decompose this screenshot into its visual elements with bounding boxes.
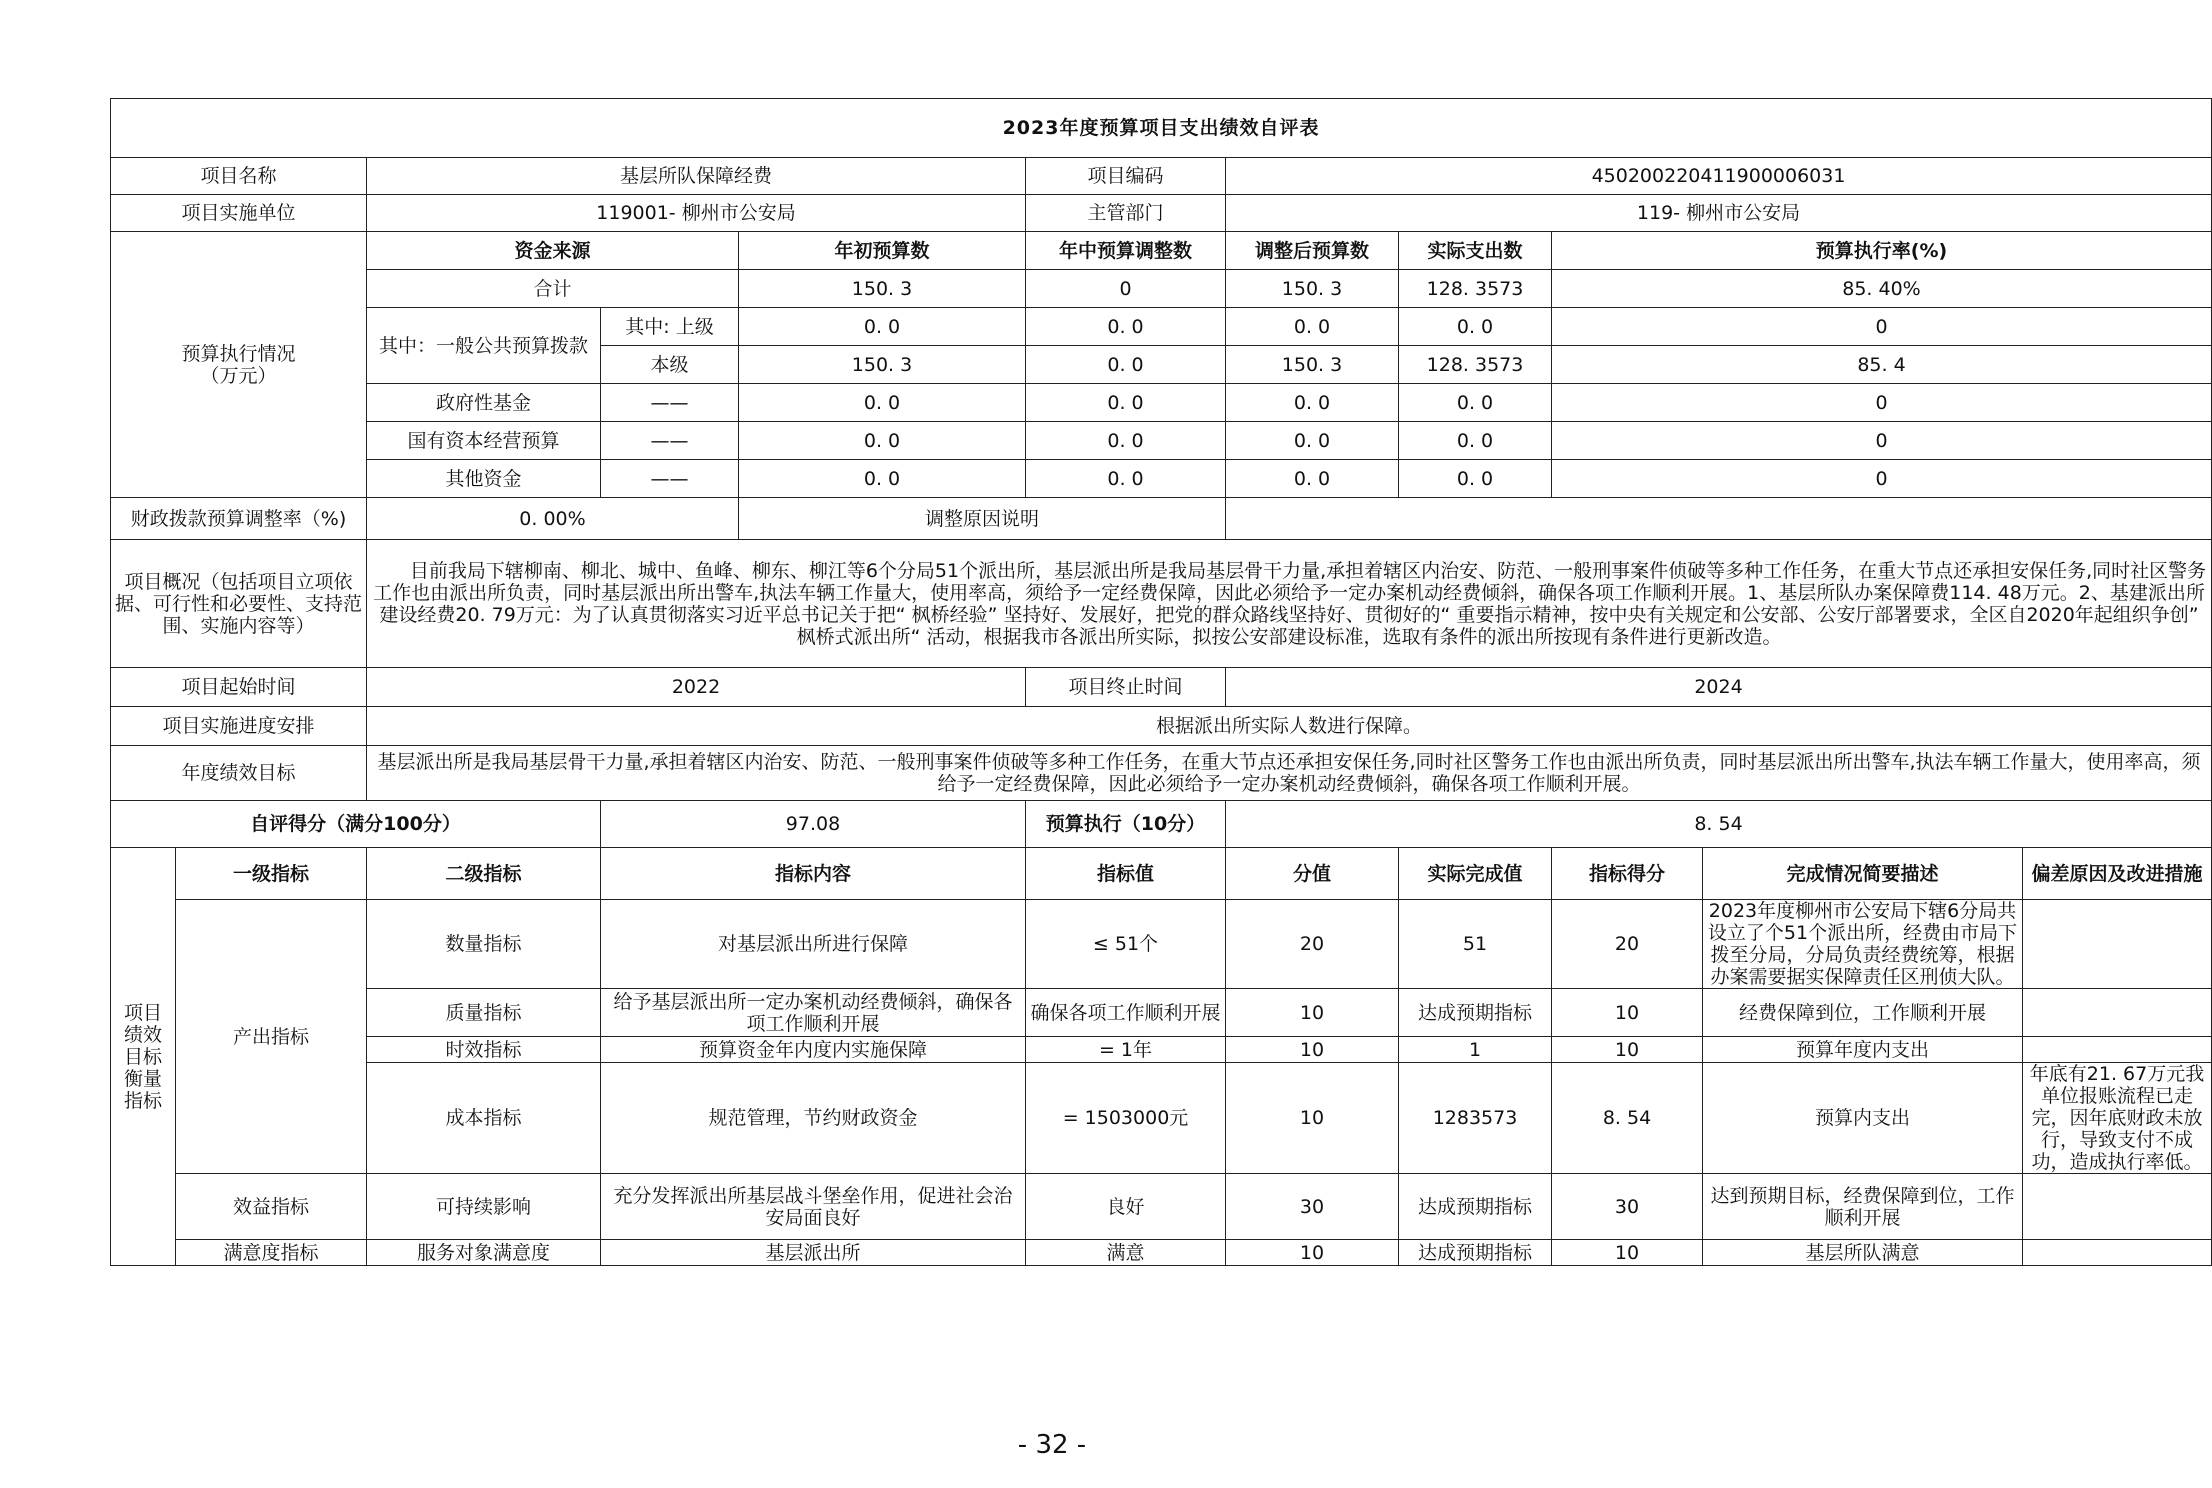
start-time-label: 项目起始时间 — [111, 668, 367, 707]
indicator-row-score: 10 — [1552, 1037, 1703, 1063]
indicator-row-desc: 2023年度柳州市公安局下辖6分局共设立了个51个派出所，经费由市局下拨至分局，分局负责经费统筹，根据办案需要据实保障责任区刑侦大队。 — [1703, 900, 2023, 989]
budget-upper-adjusted: 0. 0 — [1226, 308, 1399, 346]
indicator-row-target: 满意 — [1026, 1240, 1226, 1266]
budget-header-actual: 实际支出数 — [1399, 232, 1552, 270]
self-evaluation-sheet — [110, 98, 2207, 1266]
end-time: 2024 — [1226, 668, 2212, 707]
evaluation-table — [110, 98, 2212, 1266]
budget-gov-fund-dash: —— — [601, 384, 739, 422]
budget-header-source: 资金来源 — [367, 232, 739, 270]
budget-upper-rate: 0 — [1552, 308, 2212, 346]
indicator-row-points: 10 — [1226, 1063, 1399, 1174]
budget-local-actual: 128. 3573 — [1399, 346, 1552, 384]
indicator-row-actual: 达成预期指标 — [1399, 1174, 1552, 1240]
budget-local-label: 本级 — [601, 346, 739, 384]
project-unit: 119001- 柳州市公安局 — [367, 195, 1026, 232]
budget-general-label: 其中：一般公共预算拨款 — [367, 308, 601, 384]
indicator-row-actual: 达成预期指标 — [1399, 989, 1552, 1037]
indicator-row-target: ≤ 51个 — [1026, 900, 1226, 989]
indicator-row-level2: 质量指标 — [367, 989, 601, 1037]
indicator-row-level2: 可持续影响 — [367, 1174, 601, 1240]
adjust-rate-label: 财政拨款预算调整率（%) — [111, 498, 367, 540]
indicator-row-points: 30 — [1226, 1174, 1399, 1240]
overview-text: 目前我局下辖柳南、柳北、城中、鱼峰、柳东、柳江等6个分局51个派出所，基层派出所是我局基层骨干力量,承担着辖区内治安、防范、一般刑事案件侦破等多种工作任务，在重大节点还承担安保任务,同时社区警务工作也由派出所负责，同时基层派出所出警车,执法车辆工作量大，使用率高，须给予一定经费保障，因此必须给予一定办案机动经费倾斜，确保各项工作顺利开展。1、基层所队办案保障费114. 48万元。2、基建派出所建设经费20. 79万元：为了认真贯彻落实习近平总书记关于把“ 枫桥经验” 坚持好、发展好，把党的群众路线坚持好、贯彻好的“ 重要指示精神，按中央有关规定和公安部、公安厅部署要求，全区自2020年起组织争创” 枫桥式派出所“ 活动，根据我市各派出所实际，拟按公安部建设标准，选取有条件的派出所按现有条件进行更新改造。 — [367, 540, 2212, 668]
budget-gov-fund-adjusted: 0. 0 — [1226, 384, 1399, 422]
indicator-row-points: 10 — [1226, 1037, 1399, 1063]
budget-state-capital-rate: 0 — [1552, 422, 2212, 460]
indicator-row-actual: 达成预期指标 — [1399, 1240, 1552, 1266]
indicator-row-desc: 预算年度内支出 — [1703, 1037, 2023, 1063]
indicator-row-deviation: 年底有21. 67万元我单位报账流程已走完，因年底财政未放行，导致支付不成功，造成执行率低。 — [2023, 1063, 2212, 1174]
indicator-row-level2: 数量指标 — [367, 900, 601, 989]
indicator-row-target: = 1503000元 — [1026, 1063, 1226, 1174]
budget-total-initial: 150. 3 — [739, 270, 1026, 308]
output-indicator-label: 产出指标 — [176, 900, 367, 1174]
annual-goal-text: 基层派出所是我局基层骨干力量,承担着辖区内治安、防范、一般刑事案件侦破等多种工作任务，在重大节点还承担安保任务,同时社区警务工作也由派出所负责，同时基层派出所出警车,执法车辆工作量大，使用率高，须给予一定经费保障，因此必须给予一定办案机动经费倾斜，确保各项工作顺利开展。 — [367, 746, 2212, 801]
self-score: 97.08 — [601, 801, 1026, 848]
indicator-row-deviation — [2023, 1240, 2212, 1266]
budget-upper-initial: 0. 0 — [739, 308, 1026, 346]
dept-label: 主管部门 — [1026, 195, 1226, 232]
indicator-row-desc: 经费保障到位，工作顺利开展 — [1703, 989, 2023, 1037]
exec-score-label: 预算执行（10分） — [1026, 801, 1226, 848]
indicator-row-score: 30 — [1552, 1174, 1703, 1240]
indicator-row-desc: 预算内支出 — [1703, 1063, 2023, 1174]
budget-header-adjusted: 调整后预算数 — [1226, 232, 1399, 270]
adjust-reason-label: 调整原因说明 — [739, 498, 1226, 540]
indicator-header-deviation: 偏差原因及改进措施 — [2023, 848, 2212, 900]
budget-other-actual: 0. 0 — [1399, 460, 1552, 498]
end-time-label: 项目终止时间 — [1026, 668, 1226, 707]
budget-upper-mid-adjust: 0. 0 — [1026, 308, 1226, 346]
budget-section-label: 预算执行情况 （万元） — [111, 232, 367, 498]
annual-goal-label: 年度绩效目标 — [111, 746, 367, 801]
budget-local-initial: 150. 3 — [739, 346, 1026, 384]
indicator-header-content: 指标内容 — [601, 848, 1026, 900]
indicator-row-score: 20 — [1552, 900, 1703, 989]
indicator-row-content: 基层派出所 — [601, 1240, 1026, 1266]
indicator-header-desc: 完成情况简要描述 — [1703, 848, 2023, 900]
self-score-label: 自评得分（满分100分） — [111, 801, 601, 848]
indicator-row-score: 8. 54 — [1552, 1063, 1703, 1174]
budget-header-rate: 预算执行率(%) — [1552, 232, 2212, 270]
indicator-header-level2: 二级指标 — [367, 848, 601, 900]
project-name: 基层所队保障经费 — [367, 158, 1026, 195]
dept: 119- 柳州市公安局 — [1226, 195, 2212, 232]
budget-other-adjusted: 0. 0 — [1226, 460, 1399, 498]
indicator-row-points: 10 — [1226, 1240, 1399, 1266]
budget-total-adjusted: 150. 3 — [1226, 270, 1399, 308]
project-code: 450200220411900006031 — [1226, 158, 2212, 195]
project-code-label: 项目编码 — [1026, 158, 1226, 195]
budget-local-rate: 85. 4 — [1552, 346, 2212, 384]
budget-gov-fund-actual: 0. 0 — [1399, 384, 1552, 422]
indicator-row-target: 确保各项工作顺利开展 — [1026, 989, 1226, 1037]
indicator-row-content: 充分发挥派出所基层战斗堡垒作用，促进社会治安局面良好 — [601, 1174, 1026, 1240]
budget-state-capital-actual: 0. 0 — [1399, 422, 1552, 460]
budget-other-rate: 0 — [1552, 460, 2212, 498]
indicator-row-content: 对基层派出所进行保障 — [601, 900, 1026, 989]
start-time: 2022 — [367, 668, 1026, 707]
progress-text: 根据派出所实际人数进行保障。 — [367, 707, 2212, 746]
indicator-header-level1: 一级指标 — [176, 848, 367, 900]
exec-score: 8. 54 — [1226, 801, 2212, 848]
budget-other-mid-adjust: 0. 0 — [1026, 460, 1226, 498]
table-title: 2023年度预算项目支出绩效自评表 — [111, 99, 2212, 158]
indicator-row-score: 10 — [1552, 1240, 1703, 1266]
indicator-row-score: 10 — [1552, 989, 1703, 1037]
indicator-header-target: 指标值 — [1026, 848, 1226, 900]
indicator-row-points: 20 — [1226, 900, 1399, 989]
indicator-row-content: 预算资金年内度内实施保障 — [601, 1037, 1026, 1063]
budget-gov-fund-label: 政府性基金 — [367, 384, 601, 422]
indicator-row-actual: 51 — [1399, 900, 1552, 989]
page-number: - 32 - — [1017, 1430, 1087, 1460]
indicator-header-actual: 实际完成值 — [1399, 848, 1552, 900]
budget-gov-fund-rate: 0 — [1552, 384, 2212, 422]
budget-state-capital-label: 国有资本经营预算 — [367, 422, 601, 460]
indicator-header-score: 指标得分 — [1552, 848, 1703, 900]
indicator-row-content: 给予基层派出所一定办案机动经费倾斜，确保各项工作顺利开展 — [601, 989, 1026, 1037]
benefit-indicator-label: 效益指标 — [176, 1174, 367, 1240]
adjust-rate: 0. 00% — [367, 498, 739, 540]
indicator-row-actual: 1283573 — [1399, 1063, 1552, 1174]
indicator-row-deviation — [2023, 1037, 2212, 1063]
indicator-row-deviation — [2023, 900, 2212, 989]
progress-label: 项目实施进度安排 — [111, 707, 367, 746]
indicator-row-level2: 服务对象满意度 — [367, 1240, 601, 1266]
indicator-row-deviation — [2023, 1174, 2212, 1240]
budget-upper-label: 其中: 上级 — [601, 308, 739, 346]
indicator-row-level2: 成本指标 — [367, 1063, 601, 1174]
overview-label: 项目概况（包括项目立项依据、可行性和必要性、支持范围、实施内容等） — [111, 540, 367, 668]
project-name-label: 项目名称 — [111, 158, 367, 195]
budget-local-adjusted: 150. 3 — [1226, 346, 1399, 384]
budget-other-label: 其他资金 — [367, 460, 601, 498]
project-unit-label: 项目实施单位 — [111, 195, 367, 232]
budget-gov-fund-initial: 0. 0 — [739, 384, 1026, 422]
budget-state-capital-initial: 0. 0 — [739, 422, 1026, 460]
budget-gov-fund-mid-adjust: 0. 0 — [1026, 384, 1226, 422]
indicator-row-actual: 1 — [1399, 1037, 1552, 1063]
indicator-row-desc: 达到预期目标，经费保障到位，工作顺利开展 — [1703, 1174, 2023, 1240]
budget-total-mid-adjust: 0 — [1026, 270, 1226, 308]
budget-header-mid-adjust: 年中预算调整数 — [1026, 232, 1226, 270]
budget-other-dash: —— — [601, 460, 739, 498]
budget-total-rate: 85. 40% — [1552, 270, 2212, 308]
budget-upper-actual: 0. 0 — [1399, 308, 1552, 346]
indicator-row-target: = 1年 — [1026, 1037, 1226, 1063]
satisfaction-indicator-label: 满意度指标 — [176, 1240, 367, 1266]
indicator-row-desc: 基层所队满意 — [1703, 1240, 2023, 1266]
adjust-reason — [1226, 498, 2212, 540]
indicator-row-target: 良好 — [1026, 1174, 1226, 1240]
budget-total-actual: 128. 3573 — [1399, 270, 1552, 308]
indicator-header-points: 分值 — [1226, 848, 1399, 900]
budget-state-capital-dash: —— — [601, 422, 739, 460]
indicator-row-points: 10 — [1226, 989, 1399, 1037]
budget-total-label: 合计 — [367, 270, 739, 308]
indicator-row-deviation — [2023, 989, 2212, 1037]
budget-state-capital-adjusted: 0. 0 — [1226, 422, 1399, 460]
indicator-row-level2: 时效指标 — [367, 1037, 601, 1063]
budget-other-initial: 0. 0 — [739, 460, 1026, 498]
budget-local-mid-adjust: 0. 0 — [1026, 346, 1226, 384]
indicator-row-content: 规范管理，节约财政资金 — [601, 1063, 1026, 1174]
budget-header-initial: 年初预算数 — [739, 232, 1026, 270]
indicator-section-label: 项目 绩效 目标 衡量 指标 — [111, 848, 176, 1266]
budget-state-capital-mid-adjust: 0. 0 — [1026, 422, 1226, 460]
